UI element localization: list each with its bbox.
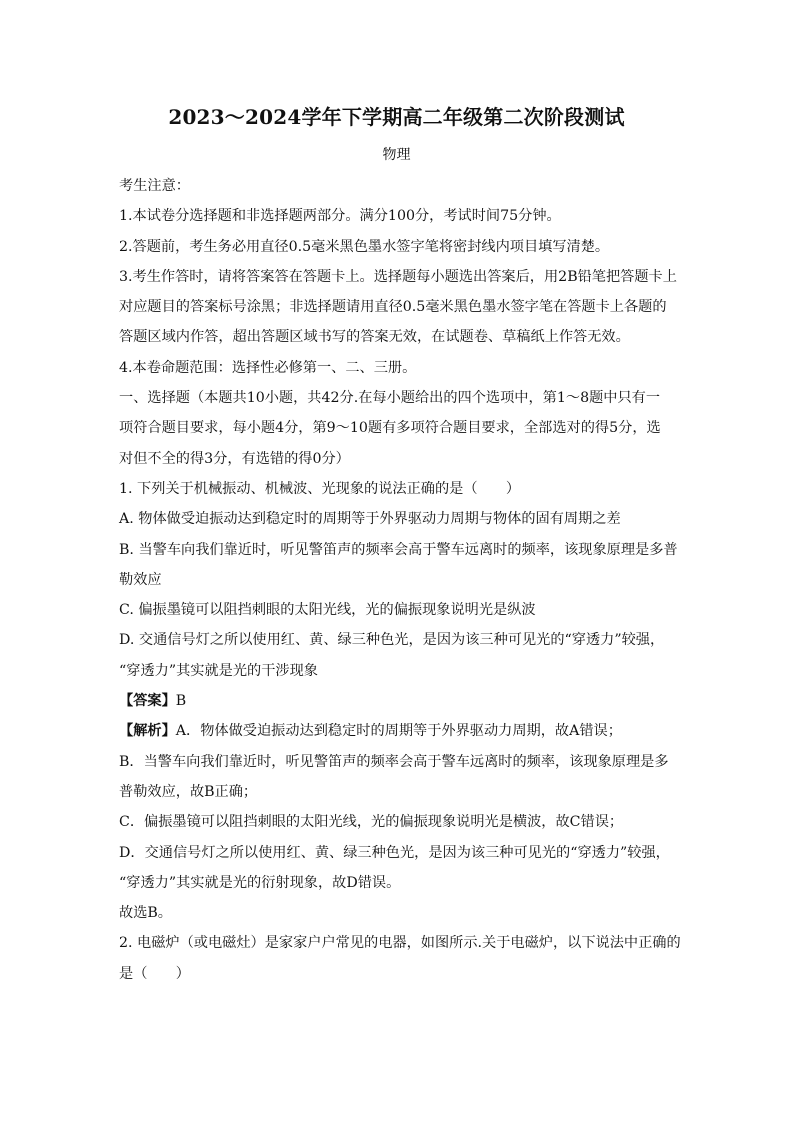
question-1-conclusion: 故选B。 [119,905,172,922]
analysis-a-text: A．物体做受迫振动达到稳定时的周期等于外界驱动力周期，故A错误； [175,723,622,740]
question-1-analysis-a [119,716,674,746]
question-2-stem-line-2: 是（ ） [119,965,190,982]
answer-value: B [175,693,187,710]
question-1-analysis-b-line-1: B．当警车向我们靠近时，听见警笛声的频率会高于警车远离时的频率，该现象原理是多 [119,753,669,770]
question-1-option-a: A. 物体做受迫振动达到稳定时的周期等于外界驱动力周期与物体的固有周期之差 [119,511,621,528]
notice-block [119,171,677,383]
question-2-stem-line-1: 2. 电磁炉（或电磁灶）是家家户户常见的电器，如图所示.关于电磁炉，以下说法中正确的 [119,935,681,952]
answer-label: 【答案】 [119,693,176,710]
question-1-stem: 1. 下列关于机械振动、机械波、光现象的说法正确的是（ ） [119,480,521,497]
analysis-label: 【解析】 [119,723,176,740]
question-1-option-d-line-1: D. 交通信号灯之所以使用红、黄、绿三种色光，是因为该三种可见光的“穿透力”较强， [119,632,665,649]
section-choice-intro [119,383,674,474]
question-1-analysis-c: C．偏振墨镜可以阻挡刺眼的太阳光线，光的偏振现象说明光是横波，故C错误； [119,814,624,831]
section-intro-line-2: 项符合题目要求，每小题4分，第9～10题有多项符合题目要求，全部选对的得5分，选 [119,420,661,437]
notice-item-1: 1.本试卷分选择题和非选择题两部分。满分100分，考试时间75分钟。 [119,208,561,225]
notice-heading: 考生注意： [119,178,190,194]
question-1-answer [119,686,674,716]
question-1-analysis-b-line-2: 普勒效应，故B正确； [119,783,258,800]
question-1-option-b-line-1: B. 当警车向我们靠近时，听见警笛声的频率会高于警车远离时的频率，该现象原理是多普 [119,541,678,558]
question-1-analysis-d-line-1: D．交通信号灯之所以使用红、黄、绿三种色光，是因为该三种可见光的“穿透力”较强， [119,844,670,861]
question-1-analysis-d-line-2: “穿透力”其实就是光的衍射现象，故D错误。 [119,874,401,891]
question-1-option-c: C. 偏振墨镜可以阻挡刺眼的太阳光线，光的偏振现象说明光是纵波 [119,602,536,619]
section-intro-line-3: 对但不全的得3分，有选错的得0分） [119,450,350,467]
section-intro-line-1: 一、选择题（本题共10小题，共42分.在每小题给出的四个选项中，第1～8题中只有一 [119,390,661,407]
question-1-option-b-line-2: 勒效应 [119,571,162,588]
notice-item-2: 2.答题前，考生务必用直径0.5毫米黑色墨水签字笔将密封线内项目填写清楚。 [119,238,610,255]
notice-item-3-line-3: 答题区域内作答，超出答题区域书写的答案无效，在试题卷、草稿纸上作答无效。 [119,329,630,346]
question-1 [119,474,678,928]
notice-item-4: 4.本卷命题范围：选择性必修第一、二、三册。 [119,359,417,376]
question-2 [119,928,681,989]
page-title: 2023～2024学年下学期高二年级第二次阶段测试 [168,105,625,129]
notice-item-3-line-2: 对应题目的答案标号涂黑；非选择题请用直径0.5毫米黑色墨水签字笔在答题卡上各题的 [119,299,667,316]
subject-label: 物理 [382,147,411,163]
notice-item-3-line-1: 3.考生作答时，请将答案答在答题卡上。选择题每小题选出答案后，用2B铅笔把答题卡上 [119,268,677,285]
question-1-option-d-line-2: “穿透力”其实就是光的干涉现象 [119,662,318,679]
